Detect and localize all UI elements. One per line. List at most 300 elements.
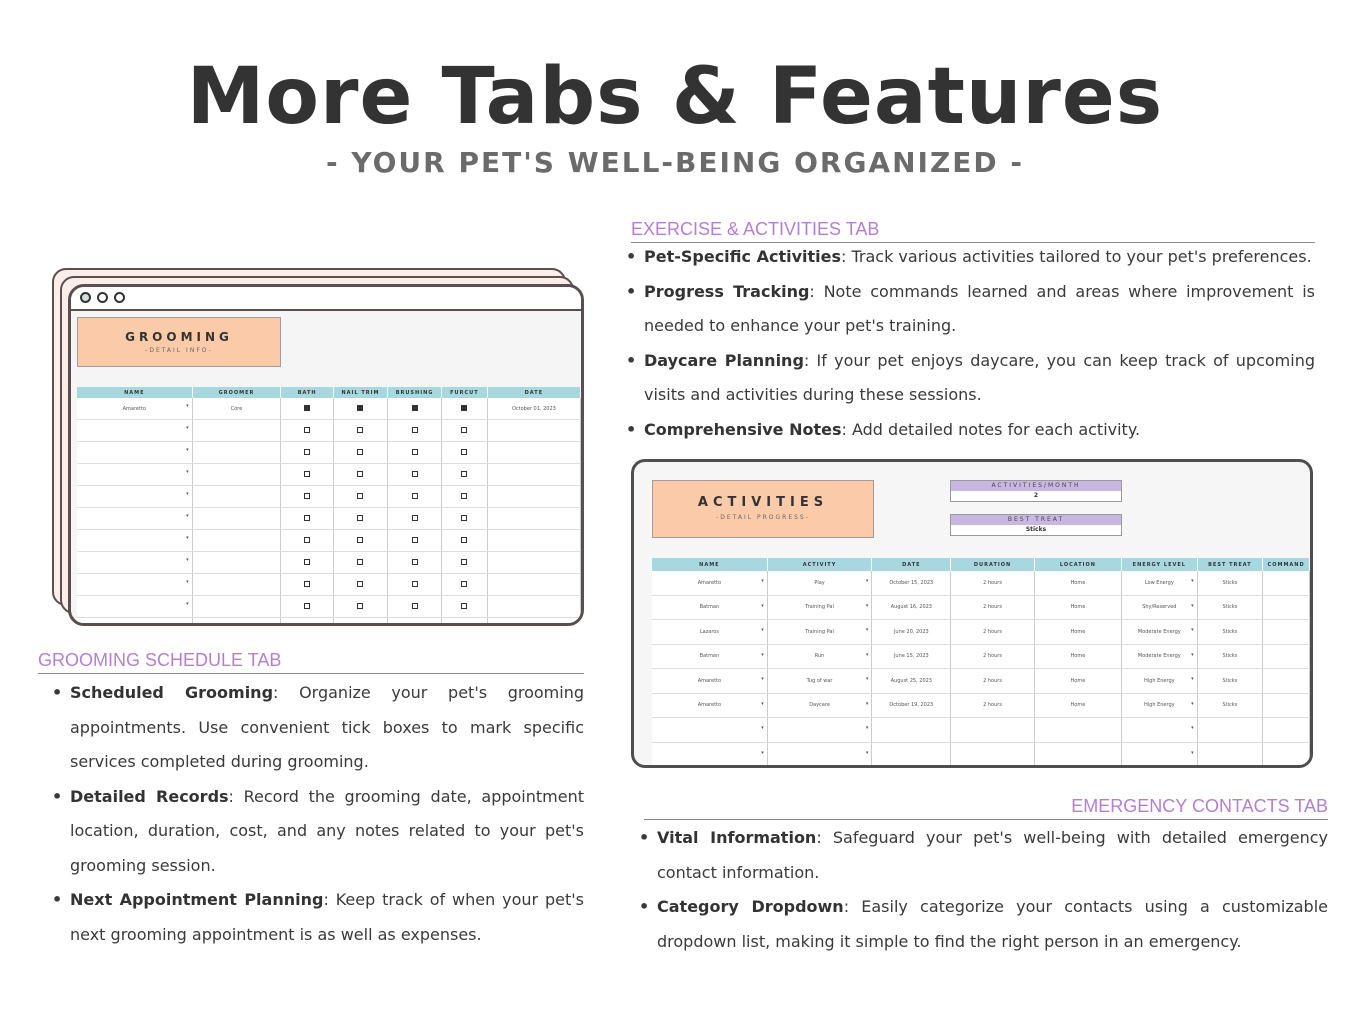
checkbox[interactable] <box>412 515 418 521</box>
activity-cell[interactable] <box>767 742 872 767</box>
kpi-value: 2 <box>1033 492 1039 499</box>
location-cell[interactable]: Home <box>1034 595 1121 620</box>
feature-text: : Record the grooming date, appointment location, duration, cost, and any notes related to your pet's grooming session. <box>70 786 585 875</box>
checkbox[interactable] <box>461 559 467 565</box>
location-cell[interactable] <box>1034 742 1121 767</box>
duration-cell[interactable] <box>951 718 1034 743</box>
column-header[interactable]: FURCUT <box>441 387 487 398</box>
feature-title: Category Dropdown <box>657 897 844 916</box>
groomer-cell[interactable] <box>192 574 281 596</box>
window-dot-icon <box>114 292 125 303</box>
checkbox[interactable] <box>357 603 363 609</box>
name-cell[interactable] <box>77 530 192 552</box>
dropdown-arrow-icon[interactable]: ▾ <box>186 535 189 541</box>
dropdown-arrow-icon[interactable]: ▾ <box>865 749 869 756</box>
groomer-cell[interactable] <box>192 618 281 627</box>
checkbox-cell[interactable] <box>333 596 387 618</box>
checkbox-cell[interactable] <box>441 552 487 574</box>
checkbox[interactable] <box>357 625 363 627</box>
date-cell[interactable] <box>487 596 580 618</box>
name-cell[interactable] <box>77 596 192 618</box>
checkbox[interactable] <box>304 449 310 455</box>
checkbox[interactable] <box>461 625 467 627</box>
feature-item <box>639 890 1328 959</box>
checkbox[interactable] <box>357 493 363 499</box>
feature-title: Pet-Specific Activities <box>644 247 841 266</box>
checkbox[interactable] <box>461 581 467 587</box>
activity-cell[interactable]: Play ▾ <box>767 571 872 595</box>
dropdown-arrow-icon[interactable]: ▾ <box>761 578 764 584</box>
energy-cell[interactable]: Shy/Reserved ▾ <box>1122 595 1198 620</box>
checkbox-cell[interactable] <box>441 486 487 508</box>
dropdown-arrow-icon[interactable]: ▾ <box>186 491 189 497</box>
name-cell[interactable]: Lazaros ▾ <box>652 620 767 645</box>
treat-cell[interactable]: Sticks <box>1197 644 1263 669</box>
table-row <box>652 595 1310 620</box>
date-cell[interactable]: June 15, 2023 <box>872 644 951 669</box>
exercise-feature-list <box>626 240 1315 447</box>
date-cell[interactable]: October 19, 2023 <box>872 693 951 718</box>
dropdown-arrow-icon[interactable]: ▾ <box>186 425 189 431</box>
checkbox-cell[interactable] <box>281 618 333 627</box>
energy-cell[interactable]: Moderate Energy ▾ <box>1122 620 1198 645</box>
checkbox-cell[interactable] <box>388 508 442 530</box>
name-cell[interactable] <box>77 618 192 627</box>
treat-cell[interactable] <box>1197 718 1263 743</box>
checkbox[interactable] <box>412 405 418 411</box>
checkbox[interactable] <box>357 471 363 477</box>
checkbox[interactable] <box>412 625 418 627</box>
activity-cell[interactable]: Run ▾ <box>767 644 872 669</box>
column-header[interactable]: COMMAND <box>1263 558 1310 571</box>
dropdown-arrow-icon[interactable]: ▾ <box>865 578 869 584</box>
dropdown-arrow-icon[interactable]: ▾ <box>186 557 189 563</box>
feature-text: : Track various activities tailored to your pet's preferences. <box>841 247 1312 266</box>
column-header[interactable]: ACTIVITY <box>767 558 872 571</box>
checkbox[interactable] <box>304 537 310 543</box>
dropdown-arrow-icon[interactable]: ▾ <box>761 676 764 682</box>
checkbox-cell[interactable] <box>333 530 387 552</box>
location-cell[interactable]: Home <box>1034 644 1121 669</box>
checkbox-cell[interactable] <box>333 420 387 442</box>
checkbox[interactable] <box>461 493 467 499</box>
checkbox[interactable] <box>412 493 418 499</box>
location-cell[interactable]: Home <box>1034 669 1121 694</box>
table-row <box>77 398 581 420</box>
checkbox[interactable] <box>357 449 363 455</box>
command-cell[interactable] <box>1263 669 1310 694</box>
table-row <box>652 718 1310 743</box>
command-cell[interactable] <box>1263 718 1310 743</box>
treat-cell[interactable]: Sticks <box>1197 595 1263 620</box>
feature-item <box>52 780 584 884</box>
grooming-sheet-window <box>68 284 584 626</box>
energy-cell[interactable]: High Energy ▾ <box>1122 693 1198 718</box>
checkbox[interactable] <box>304 493 310 499</box>
checkbox-cell[interactable] <box>388 464 442 486</box>
checkbox[interactable] <box>412 537 418 543</box>
checkbox[interactable] <box>304 603 310 609</box>
table-row <box>77 486 581 508</box>
date-cell[interactable] <box>487 552 580 574</box>
feature-title: Vital Information <box>657 828 817 847</box>
checkbox-cell[interactable] <box>281 398 333 420</box>
duration-cell[interactable]: 2 hours <box>951 595 1034 620</box>
checkbox-cell[interactable] <box>333 574 387 596</box>
feature-item <box>52 883 584 952</box>
checkbox[interactable] <box>357 581 363 587</box>
activities-banner <box>652 480 874 538</box>
checkbox[interactable] <box>357 515 363 521</box>
name-cell[interactable] <box>652 718 767 743</box>
checkbox-cell[interactable] <box>441 530 487 552</box>
checkbox[interactable] <box>412 449 418 455</box>
grooming-banner-title: GROOMING <box>125 330 233 344</box>
date-cell[interactable] <box>487 486 580 508</box>
window-dot-icon <box>97 292 108 303</box>
name-cell[interactable] <box>77 574 192 596</box>
feature-text: : Keep track of when your pet's next grooming appointment is as well as expenses. <box>70 890 584 944</box>
command-cell[interactable] <box>1263 571 1310 595</box>
name-cell[interactable]: Amaretto ▾ <box>652 571 767 595</box>
dropdown-arrow-icon[interactable]: ▾ <box>761 725 764 731</box>
table-row <box>77 552 581 574</box>
table-row <box>652 620 1310 645</box>
checkbox[interactable] <box>461 603 467 609</box>
table-row <box>77 464 581 486</box>
checkbox-cell[interactable] <box>333 508 387 530</box>
column-header[interactable]: BRUSHING <box>388 387 442 398</box>
feature-item <box>639 821 1328 890</box>
name-cell[interactable]: Amaretto ▾ <box>652 669 767 694</box>
dropdown-arrow-icon[interactable]: ▾ <box>865 651 869 658</box>
column-header[interactable]: NAIL TRIM <box>333 387 387 398</box>
location-cell[interactable]: Home <box>1034 620 1121 645</box>
checkbox-cell[interactable] <box>441 574 487 596</box>
location-cell[interactable] <box>1034 718 1121 743</box>
checkbox[interactable] <box>357 405 363 411</box>
date-cell[interactable] <box>872 718 951 743</box>
grooming-section-title: GROOMING SCHEDULE TAB <box>38 650 584 674</box>
energy-cell[interactable]: Low Energy ▾ <box>1122 571 1198 595</box>
name-cell[interactable]: Batman ▾ <box>652 644 767 669</box>
groomer-cell[interactable] <box>192 552 281 574</box>
activity-cell[interactable]: Training Pal ▾ <box>767 595 872 620</box>
checkbox-cell[interactable] <box>388 552 442 574</box>
grooming-table-header <box>77 387 581 398</box>
groomer-cell[interactable] <box>192 596 281 618</box>
checkbox-cell[interactable] <box>333 442 387 464</box>
treat-cell[interactable] <box>1197 742 1263 767</box>
feature-text: : Add detailed notes for each activity. <box>841 419 1141 439</box>
activity-cell[interactable]: Daycare ▾ <box>767 693 872 718</box>
checkbox[interactable] <box>412 427 418 433</box>
checkbox-cell[interactable] <box>388 530 442 552</box>
checkbox-cell[interactable] <box>333 486 387 508</box>
name-cell[interactable] <box>77 464 192 486</box>
column-header[interactable]: DATE <box>487 387 580 398</box>
dropdown-arrow-icon[interactable]: ▾ <box>1191 749 1194 756</box>
checkbox-cell[interactable] <box>441 442 487 464</box>
kpi-label: BEST TREAT <box>951 515 1121 525</box>
energy-cell[interactable]: Moderate Energy ▾ <box>1122 644 1198 669</box>
energy-cell[interactable] <box>1122 718 1198 743</box>
name-cell[interactable]: Amaretto ▾ <box>652 693 767 718</box>
command-cell[interactable] <box>1263 644 1310 669</box>
checkbox-cell[interactable] <box>388 618 442 627</box>
checkbox-cell[interactable] <box>441 398 487 420</box>
checkbox[interactable] <box>412 581 418 587</box>
dropdown-arrow-icon[interactable]: ▾ <box>186 469 189 475</box>
checkbox-cell[interactable] <box>281 574 333 596</box>
command-cell[interactable] <box>1263 595 1310 620</box>
dropdown-arrow-icon[interactable]: ▾ <box>1191 651 1194 658</box>
dropdown-arrow-icon[interactable]: ▾ <box>865 602 869 609</box>
checkbox-cell[interactable] <box>281 420 333 442</box>
checkbox[interactable] <box>304 405 310 411</box>
date-cell[interactable]: October 15, 2023 <box>872 571 951 595</box>
feature-title: Detailed Records <box>70 786 229 806</box>
feature-item <box>626 275 1315 344</box>
column-header[interactable]: GROOMER <box>192 387 281 398</box>
activities-sheet-window <box>631 459 1313 768</box>
checkbox-cell[interactable] <box>281 596 333 618</box>
feature-text: : Easily categorize your contacts using a customizable dropdown list, making it simple to find the right person in an emergency. <box>657 897 1328 951</box>
groomer-cell[interactable] <box>192 508 281 530</box>
column-header[interactable]: LOCATION <box>1034 558 1121 571</box>
checkbox-cell[interactable] <box>333 618 387 627</box>
activities-table-header <box>652 558 1310 571</box>
dropdown-arrow-icon[interactable]: ▾ <box>761 627 764 633</box>
duration-cell[interactable] <box>951 742 1034 767</box>
name-cell[interactable]: Amaretto ▾ <box>77 398 192 420</box>
dropdown-arrow-icon[interactable]: ▾ <box>1191 700 1194 707</box>
checkbox[interactable] <box>357 559 363 565</box>
checkbox-cell[interactable] <box>281 508 333 530</box>
name-cell[interactable] <box>77 508 192 530</box>
feature-item <box>626 413 1315 448</box>
kpi-activities-month <box>950 480 1122 502</box>
dropdown-arrow-icon[interactable]: ▾ <box>1191 602 1194 609</box>
checkbox[interactable] <box>357 537 363 543</box>
checkbox[interactable] <box>461 471 467 477</box>
date-cell[interactable] <box>487 618 580 627</box>
grooming-feature-list <box>52 676 584 952</box>
grooming-banner <box>77 317 281 367</box>
feature-title: Daycare Planning <box>644 350 804 370</box>
feature-title: Comprehensive Notes <box>644 419 842 439</box>
checkbox-cell[interactable] <box>441 464 487 486</box>
groomer-cell[interactable] <box>192 530 281 552</box>
column-header[interactable]: BATH <box>281 387 333 398</box>
dropdown-arrow-icon[interactable]: ▾ <box>186 601 189 607</box>
table-row <box>77 420 581 442</box>
checkbox-cell[interactable] <box>388 596 442 618</box>
name-cell[interactable] <box>77 442 192 464</box>
groomer-cell[interactable] <box>192 420 281 442</box>
checkbox[interactable] <box>412 559 418 565</box>
dropdown-arrow-icon[interactable]: ▾ <box>1191 578 1194 584</box>
feature-text: : If your pet enjoys daycare, you can keep track of upcoming visits and activities during these sessions. <box>644 350 1315 404</box>
name-cell[interactable] <box>77 552 192 574</box>
table-row <box>652 669 1310 694</box>
column-header[interactable]: DATE <box>872 558 951 571</box>
dropdown-arrow-icon[interactable]: ▾ <box>186 513 189 519</box>
date-cell[interactable] <box>487 530 580 552</box>
feature-text: : Safeguard your pet's well-being with detailed emergency contact information. <box>657 828 1328 882</box>
date-cell[interactable] <box>872 742 951 767</box>
checkbox-cell[interactable] <box>388 486 442 508</box>
checkbox-cell[interactable] <box>281 464 333 486</box>
checkbox-cell[interactable] <box>281 530 333 552</box>
column-header[interactable]: DURATION <box>951 558 1034 571</box>
checkbox[interactable] <box>304 581 310 587</box>
dropdown-arrow-icon[interactable]: ▾ <box>761 749 764 756</box>
activity-cell[interactable]: Training Pal ▾ <box>767 620 872 645</box>
checkbox-cell[interactable] <box>388 442 442 464</box>
dropdown-arrow-icon[interactable]: ▾ <box>1191 725 1194 731</box>
checkbox[interactable] <box>304 427 310 433</box>
checkbox[interactable] <box>461 449 467 455</box>
name-cell[interactable]: Batman ▾ <box>652 595 767 620</box>
dropdown-arrow-icon[interactable]: ▾ <box>865 725 869 731</box>
checkbox-cell[interactable] <box>441 420 487 442</box>
table-row <box>77 596 581 618</box>
kpi-label: ACTIVITIES/MONTH <box>951 481 1121 491</box>
checkbox-cell[interactable] <box>281 442 333 464</box>
date-cell[interactable]: August 25, 2023 <box>872 669 951 694</box>
kpi-value: Sticks <box>1025 526 1047 533</box>
checkbox-cell[interactable] <box>441 508 487 530</box>
dropdown-arrow-icon[interactable]: ▾ <box>865 676 869 682</box>
name-cell[interactable] <box>77 420 192 442</box>
checkbox-cell[interactable] <box>388 420 442 442</box>
column-header[interactable]: NAME <box>77 387 192 398</box>
dropdown-arrow-icon[interactable]: ▾ <box>186 403 189 409</box>
treat-cell[interactable]: Sticks <box>1197 620 1263 645</box>
column-header[interactable]: BEST TREAT <box>1197 558 1263 571</box>
checkbox[interactable] <box>304 515 310 521</box>
activities-banner-subtitle: -DETAIL PROGRESS- <box>716 514 810 521</box>
dropdown-arrow-icon[interactable]: ▾ <box>761 602 764 609</box>
checkbox-cell[interactable] <box>441 596 487 618</box>
groomer-cell[interactable]: Core <box>192 398 281 420</box>
grooming-banner-subtitle: -DETAIL INFO- <box>145 347 213 354</box>
checkbox-cell[interactable] <box>333 398 387 420</box>
date-cell[interactable] <box>487 442 580 464</box>
dropdown-arrow-icon[interactable]: ▾ <box>186 447 189 453</box>
treat-cell[interactable]: Sticks <box>1197 571 1263 595</box>
feature-item <box>626 240 1315 275</box>
duration-cell[interactable]: 2 hours <box>951 669 1034 694</box>
name-cell[interactable] <box>77 486 192 508</box>
table-row <box>652 693 1310 718</box>
checkbox[interactable] <box>461 515 467 521</box>
dropdown-arrow-icon[interactable]: ▾ <box>865 700 869 707</box>
feature-title: Scheduled Grooming <box>70 683 274 702</box>
date-cell[interactable] <box>487 464 580 486</box>
checkbox[interactable] <box>304 559 310 565</box>
energy-cell[interactable] <box>1122 742 1198 767</box>
command-cell[interactable] <box>1263 620 1310 645</box>
checkbox[interactable] <box>357 427 363 433</box>
location-cell[interactable]: Home <box>1034 571 1121 595</box>
treat-cell[interactable]: Sticks <box>1197 693 1263 718</box>
column-header[interactable]: ENERGY LEVEL <box>1122 558 1198 571</box>
table-row <box>652 571 1310 595</box>
groomer-cell[interactable] <box>192 464 281 486</box>
checkbox-cell[interactable] <box>441 618 487 627</box>
activity-cell[interactable] <box>767 718 872 743</box>
activity-cell[interactable]: Tug of war ▾ <box>767 669 872 694</box>
dropdown-arrow-icon[interactable]: ▾ <box>186 579 189 585</box>
emergency-feature-list <box>639 821 1328 959</box>
groomer-cell[interactable] <box>192 486 281 508</box>
dropdown-arrow-icon[interactable]: ▾ <box>1191 627 1194 633</box>
checkbox-cell[interactable] <box>281 552 333 574</box>
date-cell[interactable] <box>487 420 580 442</box>
duration-cell[interactable]: 2 hours <box>951 693 1034 718</box>
duration-cell[interactable]: 2 hours <box>951 571 1034 595</box>
emergency-section-title: EMERGENCY CONTACTS TAB <box>644 796 1328 820</box>
dropdown-arrow-icon[interactable]: ▾ <box>865 627 869 633</box>
checkbox-cell[interactable] <box>281 486 333 508</box>
date-cell[interactable] <box>487 574 580 596</box>
dropdown-arrow-icon[interactable]: ▾ <box>761 700 764 707</box>
date-cell[interactable]: June 20, 2023 <box>872 620 951 645</box>
checkbox[interactable] <box>461 427 467 433</box>
checkbox-cell[interactable] <box>333 552 387 574</box>
activities-banner-title: ACTIVITIES <box>697 495 829 510</box>
table-row <box>77 442 581 464</box>
checkbox[interactable] <box>412 603 418 609</box>
table-row <box>77 508 581 530</box>
feature-item <box>626 344 1315 413</box>
table-row <box>77 530 581 552</box>
duration-cell[interactable]: 2 hours <box>951 620 1034 645</box>
window-title-bar <box>71 287 581 311</box>
checkbox[interactable] <box>461 537 467 543</box>
checkbox[interactable] <box>304 625 310 627</box>
page-subtitle: - YOUR PET'S WELL-BEING ORGANIZED - <box>325 146 1024 179</box>
dropdown-arrow-icon[interactable]: ▾ <box>1191 676 1194 682</box>
command-cell[interactable] <box>1263 693 1310 718</box>
dropdown-arrow-icon[interactable]: ▾ <box>186 623 189 626</box>
checkbox-cell[interactable] <box>388 398 442 420</box>
treat-cell[interactable]: Sticks <box>1197 669 1263 694</box>
name-cell[interactable] <box>652 742 767 767</box>
checkbox[interactable] <box>304 471 310 477</box>
command-cell[interactable] <box>1263 742 1310 767</box>
table-row <box>652 644 1310 669</box>
date-cell[interactable]: August 16, 2023 <box>872 595 951 620</box>
table-row <box>77 618 581 627</box>
feature-text: : Organize your pet's grooming appointments. Use convenient tick boxes to mark specific services completed during grooming. <box>70 683 584 771</box>
energy-cell[interactable]: High Energy ▾ <box>1122 669 1198 694</box>
checkbox-cell[interactable] <box>388 574 442 596</box>
duration-cell[interactable]: 2 hours <box>951 644 1034 669</box>
column-header[interactable]: NAME <box>652 558 767 571</box>
location-cell[interactable]: Home <box>1034 693 1121 718</box>
kpi-best-treat <box>950 514 1122 536</box>
dropdown-arrow-icon[interactable]: ▾ <box>761 651 764 658</box>
groomer-cell[interactable] <box>192 442 281 464</box>
checkbox[interactable] <box>412 471 418 477</box>
checkbox[interactable] <box>461 405 467 411</box>
checkbox-cell[interactable] <box>333 464 387 486</box>
date-cell[interactable] <box>487 508 580 530</box>
date-cell[interactable]: October 01, 2023 <box>487 398 580 420</box>
